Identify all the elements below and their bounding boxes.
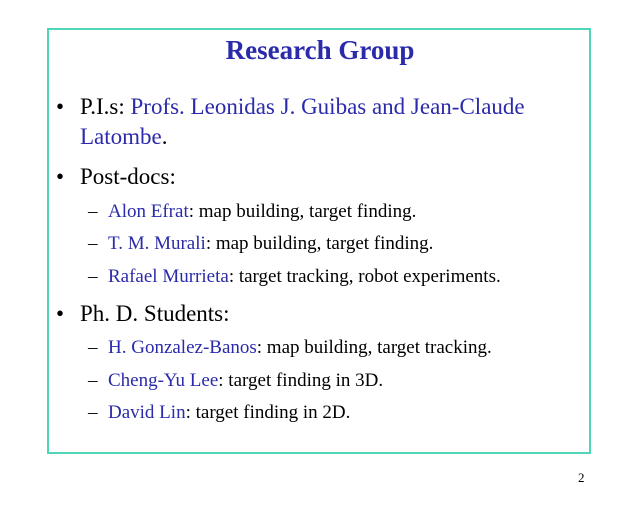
bullet-symbol: • [56,301,65,326]
postdoc-desc: : map building, target finding. [188,201,417,222]
bullet-students-label: Ph. D. Students: [80,301,230,326]
bullet-symbol: • [56,94,65,119]
postdoc-desc: : target tracking, robot experiments. [228,266,501,287]
dash-symbol: – [88,370,98,391]
postdoc-name: Alon Efrat [108,201,189,222]
pis-end: . [161,124,168,149]
postdoc-desc: : map building, target finding. [205,233,434,254]
dash-symbol: – [88,402,98,423]
postdoc-name: Rafael Murrieta [108,266,229,287]
dash-symbol: – [88,337,98,358]
bullet-postdocs-label: Post-docs: [80,164,176,189]
student-desc: : target finding in 2D. [185,402,351,423]
student-name: Cheng-Yu Lee [108,370,219,391]
slide-title: Research Group [225,35,415,65]
dash-symbol: – [88,266,98,287]
bullet-pis-text [80,92,580,152]
dash-symbol: – [88,233,98,254]
student-name: David Lin [108,402,186,423]
pis-label: P.I.s: [80,94,131,119]
student-name: H. Gonzalez-Banos [108,337,257,358]
dash-symbol: – [88,201,98,222]
postdoc-name: T. M. Murali [108,233,206,254]
bullet-symbol: • [56,164,65,189]
student-desc: : target finding in 3D. [218,370,384,391]
pis-names: Profs. Leonidas J. Guibas and Jean-Claude Latombe [80,94,525,149]
student-desc: : map building, target tracking. [256,337,492,358]
page-number: 2 [578,470,585,485]
